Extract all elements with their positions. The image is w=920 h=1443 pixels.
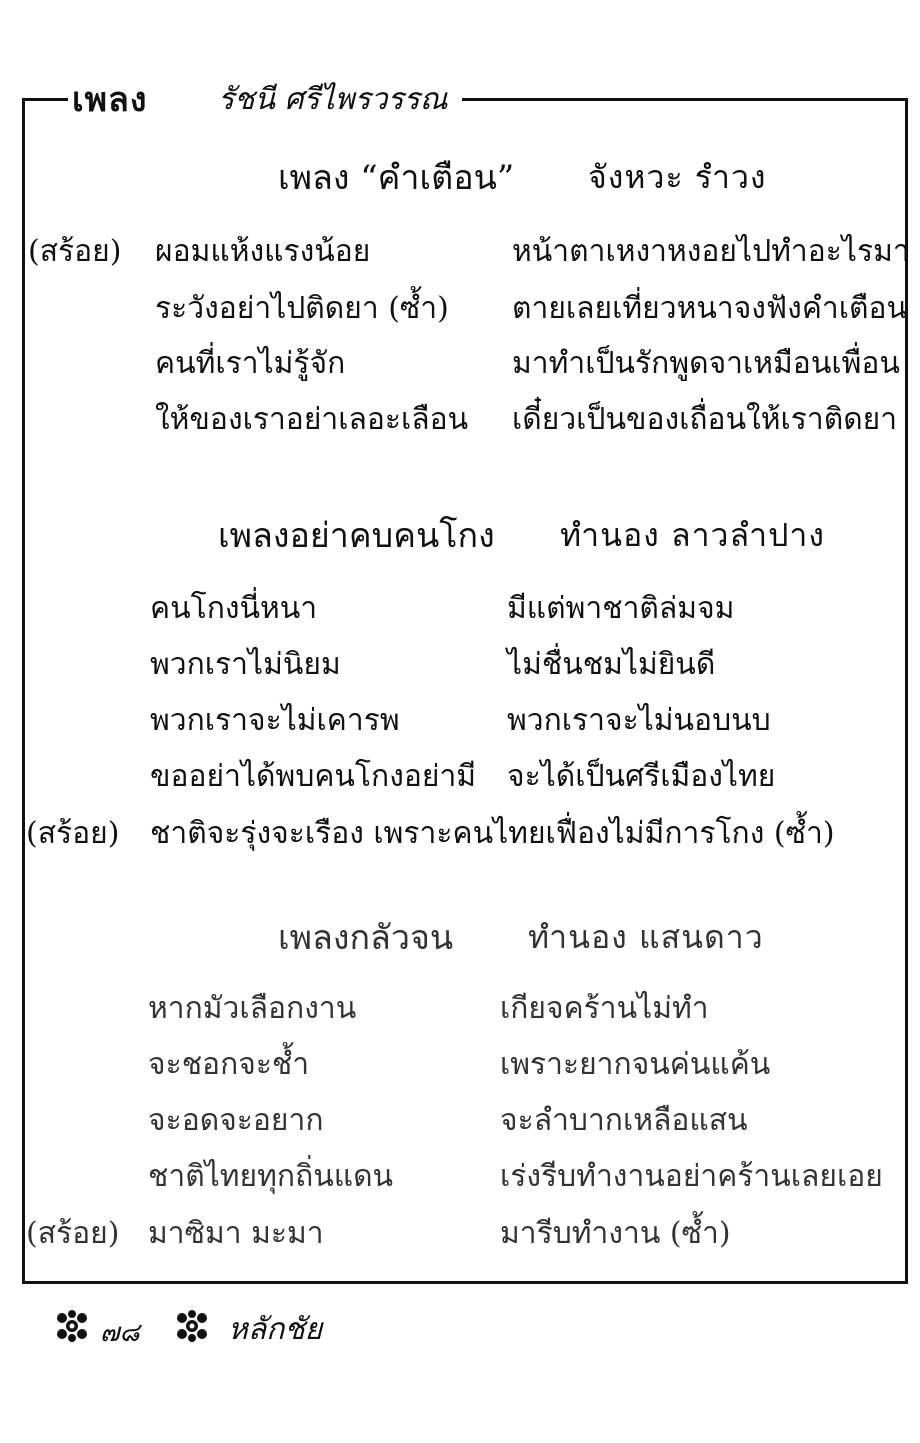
lyric-left: มาซิมา มะมา [148,1216,324,1251]
lyric-right: เร่งรีบทำงานอย่าคร้านเลยเอย [500,1159,883,1194]
header-author: รัชนี ศรีไพรวรรณ [218,82,448,117]
song-title-3: เพลงกลัวจน [278,918,454,958]
song-meta-3: ทำนอง แสนดาว [528,918,764,956]
lyric-right: เกียจคร้านไม่ทำ [500,991,709,1026]
lyric-right: มีแต่พาชาติล่มจม [507,591,735,626]
flower-ornament-icon [172,1310,212,1350]
page-number: ๗๘ [100,1318,140,1348]
lyric-left: คนที่เราไม่รู้จัก [155,346,346,381]
lyric-left: ขออย่าได้พบคนโกงอย่ามี [150,759,477,794]
lyric-left: ระวังอย่าไปติดยา (ซ้ำ) [155,291,449,326]
flower-ornament-icon [52,1310,92,1350]
lyric-right: พวกเราจะไม่นอบนบ [507,703,771,738]
lyric-left: ผอมแห้งแรงน้อย [155,234,371,269]
lyric-left: พวกเราไม่นิยม [150,647,341,682]
lyric-right: เพราะยากจนค่นแค้น [500,1047,771,1082]
lyric-left: พวกเราจะไม่เคารพ [150,703,400,738]
lyric-right: ไม่ชื่นชมไม่ยินดี [507,647,716,682]
lyric-left: ชาติไทยทุกถิ่นแดน [148,1159,394,1194]
lyric-left: คนโกงนี่หนา [150,591,318,626]
lyric-left: จะอดจะอยาก [148,1103,324,1138]
lyric-right: มาทำเป็นรักพูดจาเหมือนเพื่อน [512,346,900,381]
chorus-label: (สร้อย) [26,816,120,851]
chorus-label: (สร้อย) [26,1216,120,1251]
chorus-label: (สร้อย) [28,234,122,269]
lyric-left: จะชอกจะช้ำ [148,1047,310,1082]
lyric-right: มารีบทำงาน (ซ้ำ) [500,1216,731,1251]
lyric-right: จะได้เป็นศรีเมืองไทย [507,759,776,794]
frame-top-left-rule [22,98,68,101]
song-title-1: เพลง “คำเตือน” [278,158,515,198]
song-title-2: เพลงอย่าคบคนโกง [218,516,495,556]
lyric-full: ชาติจะรุ่งจะเรือง เพราะคนไทยเฟื่องไม่มีการโกง (ซ้ำ) [150,816,835,851]
lyric-right: เดี๋ยวเป็นของเถื่อนให้เราติดยา [512,402,898,437]
lyric-left: หากมัวเลือกงาน [148,991,357,1026]
lyric-right: ตายเลยเที่ยวหนาจงฟังคำเตือน [512,291,907,326]
lyric-left: ให้ของเราอย่าเลอะเลือน [155,402,469,437]
lyric-right: จะลำบากเหลือแสน [500,1103,748,1138]
header-title: เพลง [72,80,148,120]
song-meta-2: ทำนอง ลาวลำปาง [560,516,825,554]
frame-top-right-rule [462,98,908,101]
lyric-right: หน้าตาเหงาหงอยไปทำอะไรมา [512,234,910,269]
song-meta-1: จังหวะ รำวง [588,158,767,196]
footer-name: หลักชัย [228,1312,323,1347]
